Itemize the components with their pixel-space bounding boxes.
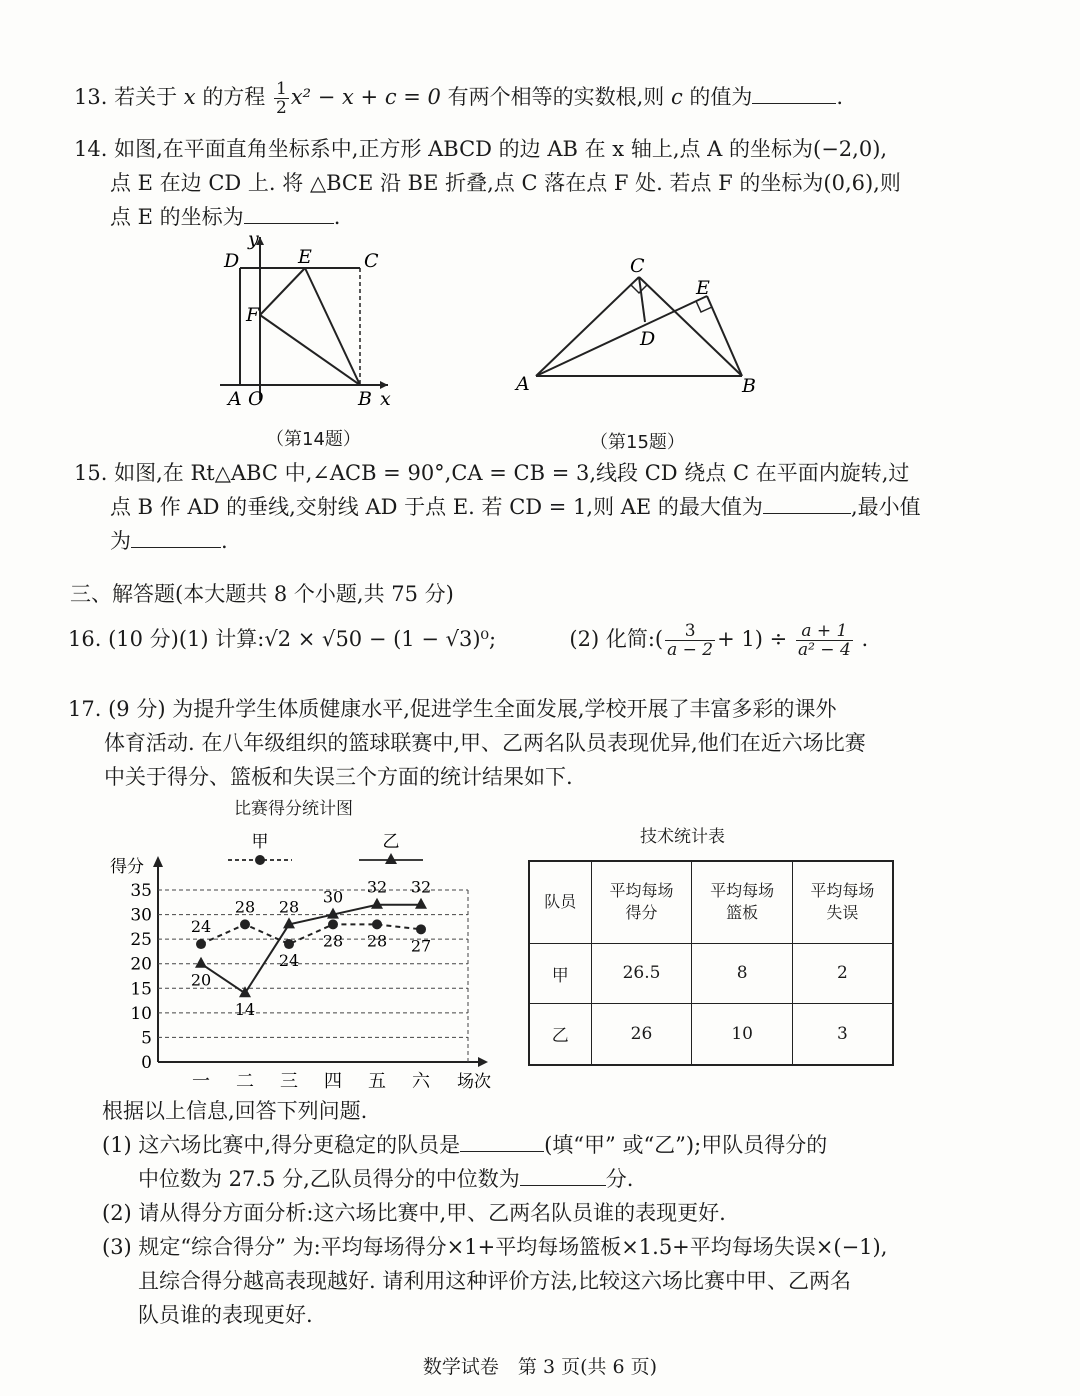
legend-label: 乙 [382, 832, 400, 852]
label-y: y [248, 228, 259, 250]
table-cell: 26 [591, 1003, 692, 1065]
data-point [195, 957, 207, 968]
question-16 [68, 622, 868, 659]
label-O: O [248, 388, 264, 410]
data-label: 24 [278, 951, 300, 971]
data-label: 28 [322, 931, 344, 951]
table-header-text: 平均每场 得分 [609, 881, 674, 923]
data-label: 20 [190, 970, 212, 990]
data-point [372, 919, 382, 929]
section-heading: 三、解答题(本大题共 8 个小题,共 75 分) [70, 582, 454, 606]
q15-line: 点 B 作 AD 的垂线,交射线 AD 于点 E. 若 CD = 1,则 AE 的最大值为 [110, 495, 763, 519]
x-tick-label: 五 [368, 1071, 386, 1092]
q14-line: 如图,在平面直角坐标系中,正方形 ABCD 的边 AB 在 x 轴上,点 A 的坐标为(−2,0), [114, 137, 888, 161]
q17-sub1: (1) 这六场比赛中,得分更稳定的队员是 [102, 1133, 461, 1157]
question-number: 14. [74, 137, 108, 161]
chart-title: 比赛得分统计图 [234, 799, 353, 819]
q13-frac-den: 2 [276, 98, 287, 118]
label-A: A [516, 373, 530, 395]
x-axis-label: 场次 [457, 1072, 491, 1092]
data-label: 32 [410, 877, 432, 897]
label-F: F [246, 304, 260, 326]
q15-end: . [221, 529, 228, 553]
legend-marker [385, 853, 397, 864]
q17-intro: 根据以上信息,回答下列问题. [102, 1099, 368, 1123]
q13-frac-num: 1 [276, 79, 287, 99]
q17-sub2: (2) 请从得分方面分析:这六场比赛中,甲、乙两名队员谁的表现更好. [102, 1201, 726, 1225]
data-point [416, 924, 426, 934]
y-tick-label: 35 [130, 881, 152, 901]
question-17-subparts [102, 1094, 887, 1332]
x-tick-label: 三 [280, 1071, 298, 1092]
table-header [591, 861, 692, 943]
q16-fraction-1 [665, 622, 715, 659]
q14-line: 点 E 的坐标为 [110, 205, 244, 229]
answer-blank [460, 1129, 544, 1152]
series-line-yi [201, 905, 421, 993]
data-label: 32 [366, 877, 388, 897]
q16-part1: (10 分)(1) 计算:√2 × √50 − (1 − √3)⁰; [108, 627, 497, 651]
answer-blank [752, 81, 836, 104]
y-tick-label: 20 [130, 954, 152, 975]
q17-line: (9 分) 为提升学生体质健康水平,促进学生全面发展,学校开展了丰富多彩的课外 [108, 697, 837, 721]
table-header [692, 861, 792, 943]
question-17 [68, 692, 866, 794]
label-D: D [224, 250, 240, 272]
label-C: C [364, 250, 379, 272]
x-tick-label: 一 [192, 1071, 210, 1092]
question-13 [74, 80, 843, 117]
figure-14 [210, 225, 410, 415]
q13-text: 的值为 [689, 85, 753, 109]
q13-text: 有两个相等的实数根,则 [447, 85, 665, 109]
q13-end: . [836, 85, 844, 109]
y-tick-label: 0 [141, 1053, 152, 1073]
q17-sub1: 分. [605, 1167, 634, 1191]
q17-line: 体育活动. 在八年级组织的篮球联赛中,甲、乙两名队员表现优异,他们在近六场比赛 [104, 731, 866, 755]
q16-fraction-2 [796, 622, 853, 659]
legend-marker [255, 855, 265, 865]
q16-part2: (2) 化简:( [569, 627, 664, 651]
figure-15 [510, 250, 770, 400]
label-B: B [358, 388, 372, 410]
data-label: 14 [234, 1000, 256, 1020]
table-cell: 10 [692, 1003, 792, 1065]
q14-end: . [333, 205, 341, 229]
figure-14-caption: （第14题） [266, 429, 361, 450]
data-label: 28 [234, 897, 256, 917]
answer-blank [131, 525, 221, 548]
q17-sub3: 队员谁的表现更好. [138, 1303, 313, 1327]
data-point [196, 939, 206, 949]
data-point [371, 898, 383, 909]
answer-blank [763, 491, 851, 514]
label-D: D [640, 328, 656, 350]
question-number: 15. [74, 461, 108, 485]
q15-line: 如图,在 Rt△ABC 中,∠ACB = 90°,CA = CB = 3,线段 CD 绕点 C 在平面内旋转,过 [114, 461, 910, 485]
q13-equation: x² − x + c = 0 [290, 85, 441, 109]
label-B: B [742, 375, 756, 397]
data-point [328, 919, 338, 929]
answer-blank [520, 1163, 606, 1186]
y-axis-arrow [153, 856, 163, 867]
x-tick-label: 六 [412, 1071, 430, 1092]
label-A: A [228, 388, 242, 410]
q16-f1-num: 3 [665, 622, 715, 641]
q17-sub1: (填“甲” 或“乙”);甲队员得分的 [544, 1133, 828, 1157]
figure-15-caption: （第15题） [590, 432, 685, 453]
data-label: 28 [366, 931, 388, 951]
q17-sub3: (3) 规定“综合得分” 为:平均每场得分×1+平均每场篮板×1.5+平均每场失误×(−1), [102, 1235, 888, 1259]
data-point [415, 898, 427, 909]
table-cell: 甲 [529, 943, 591, 1003]
y-tick-label: 15 [130, 979, 152, 1000]
y-axis-label: 得分 [110, 857, 144, 877]
q13-var-x: x [183, 85, 196, 109]
data-point [240, 919, 250, 929]
question-14 [74, 132, 901, 234]
q13-fraction [274, 80, 289, 117]
y-tick-label: 10 [130, 1003, 152, 1024]
stats-table [528, 860, 894, 1066]
q16-end: . [861, 627, 869, 651]
q13-text: 若关于 [114, 85, 178, 109]
table-header-text: 平均每场 失误 [810, 881, 875, 923]
q17-sub3: 且综合得分越高表现越好. 请利用这种评价方法,比较这六场比赛中甲、乙两名 [138, 1269, 852, 1293]
q16-part2: + 1) ÷ [717, 627, 788, 651]
table-title: 技术统计表 [640, 827, 725, 847]
q17-line: 中关于得分、篮板和失误三个方面的统计结果如下. [104, 765, 573, 789]
score-line-chart [100, 820, 510, 1095]
table-cell: 乙 [529, 1003, 591, 1065]
question-number: 17. [68, 697, 102, 721]
data-label: 24 [190, 917, 212, 937]
table-header: 队员 [529, 861, 591, 943]
q16-f1-den: a − 2 [667, 640, 714, 660]
data-label: 30 [322, 887, 344, 907]
q13-text: 的方程 [202, 85, 266, 109]
label-C: C [630, 255, 645, 277]
series-line-jia [201, 924, 421, 944]
table-row [529, 943, 893, 1003]
question-15 [74, 456, 921, 558]
table-cell: 2 [792, 943, 893, 1003]
table-cell: 26.5 [591, 943, 692, 1003]
table-cell: 8 [692, 943, 792, 1003]
y-tick-label: 25 [130, 930, 152, 951]
x-tick-label: 二 [236, 1071, 254, 1092]
q14-line: 点 E 在边 CD 上. 将 △BCE 沿 BE 折叠,点 C 落在点 F 处. 若点 F 的坐标为(0,6),则 [110, 171, 901, 195]
data-label: 27 [410, 936, 432, 956]
question-number: 13. [74, 85, 108, 109]
y-tick-label: 30 [130, 905, 152, 926]
q17-sub1: 中位数为 27.5 分,乙队员得分的中位数为 [138, 1167, 520, 1191]
answer-blank [244, 201, 334, 224]
data-label: 28 [278, 897, 300, 917]
q16-f2-num: a + 1 [796, 622, 853, 641]
table-row [529, 1003, 893, 1065]
legend-label: 甲 [251, 832, 269, 852]
page-footer: 数学试卷 第 3 页(共 6 页) [422, 1356, 658, 1378]
q15-line: ,最小值 [850, 495, 921, 519]
y-tick-label: 5 [141, 1028, 152, 1049]
question-number: 16. [68, 627, 102, 651]
table-cell: 3 [792, 1003, 893, 1065]
data-point [284, 939, 294, 949]
label-x: x [380, 388, 391, 410]
label-E: E [696, 277, 710, 299]
q16-f2-den: a² − 4 [797, 640, 851, 660]
table-header-text: 平均每场 篮板 [710, 881, 775, 923]
label-E: E [298, 246, 312, 268]
x-tick-label: 四 [324, 1071, 342, 1092]
q15-line: 为 [110, 529, 131, 553]
q13-var-c: c [670, 85, 683, 109]
table-header [792, 861, 893, 943]
x-axis-arrow [478, 1057, 488, 1067]
